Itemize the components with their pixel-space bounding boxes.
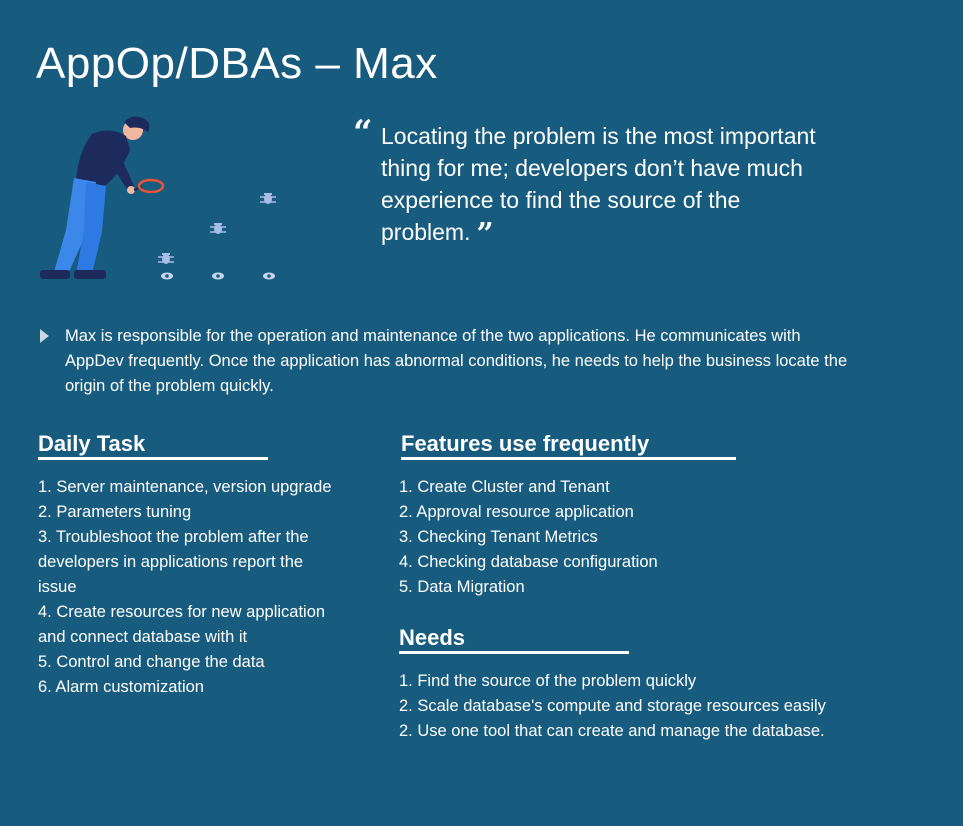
list-item: 5. Control and change the data bbox=[38, 653, 265, 671]
bug-icon bbox=[158, 253, 174, 264]
eye-dot-icon bbox=[263, 273, 275, 280]
needs-underline bbox=[399, 651, 629, 654]
daily-task-heading: Daily Task bbox=[38, 431, 146, 456]
list-item: 3. Troubleshoot the problem after the developers in applications report the issue bbox=[38, 528, 309, 596]
magnifier-icon bbox=[139, 180, 163, 192]
quote-close-mark: ” bbox=[476, 217, 494, 252]
list-item: 6. Alarm customization bbox=[38, 678, 204, 696]
needs-list bbox=[399, 669, 939, 744]
bug-icon bbox=[260, 193, 276, 204]
list-item: 4. Checking database configuration bbox=[399, 553, 658, 571]
features-heading: Features use frequently bbox=[401, 431, 650, 456]
eye-dot-icon bbox=[212, 273, 224, 280]
daily-task-underline bbox=[38, 457, 268, 460]
person-with-magnifier-illustration bbox=[30, 112, 290, 287]
quote-open-mark: “ bbox=[353, 113, 373, 153]
features-list bbox=[399, 475, 919, 600]
bug-icon bbox=[210, 223, 226, 234]
list-item: 5. Data Migration bbox=[399, 578, 525, 596]
features-underline bbox=[401, 457, 736, 460]
person-shoe-front bbox=[74, 270, 106, 279]
persona-description: Max is responsible for the operation and maintenance of the two applications. He communicates with AppDev frequently. Once the application has abnormal conditions, he needs to help the business locate the origin of the problem quickly. bbox=[65, 327, 848, 395]
list-item: 1. Server maintenance, version upgrade bbox=[38, 478, 332, 496]
list-item: 3. Checking Tenant Metrics bbox=[399, 528, 598, 546]
needs-heading: Needs bbox=[399, 625, 466, 650]
person-hand bbox=[127, 186, 135, 194]
list-item: 2. Scale database's compute and storage resources easily bbox=[399, 697, 826, 715]
eye-dot-icon bbox=[161, 273, 173, 280]
list-item: 4. Create resources for new application and connect database with it bbox=[38, 603, 326, 646]
list-item: 2. Parameters tuning bbox=[38, 503, 192, 521]
persona-quote bbox=[381, 120, 851, 252]
list-item: 2. Use one tool that can create and manage the database. bbox=[399, 722, 825, 740]
daily-task-list bbox=[38, 475, 338, 700]
person-shoe-back bbox=[40, 270, 70, 279]
page-title: AppOp/DBAs – Max bbox=[36, 39, 438, 88]
list-item: 1. Create Cluster and Tenant bbox=[399, 478, 610, 496]
list-item: 1. Find the source of the problem quickly bbox=[399, 672, 697, 690]
quote-text: Locating the problem is the most important thing for me; developers don’t have much experience to find the source of the problem. bbox=[381, 123, 816, 245]
caret-right-icon bbox=[40, 329, 49, 343]
list-item: 2. Approval resource application bbox=[399, 503, 634, 521]
